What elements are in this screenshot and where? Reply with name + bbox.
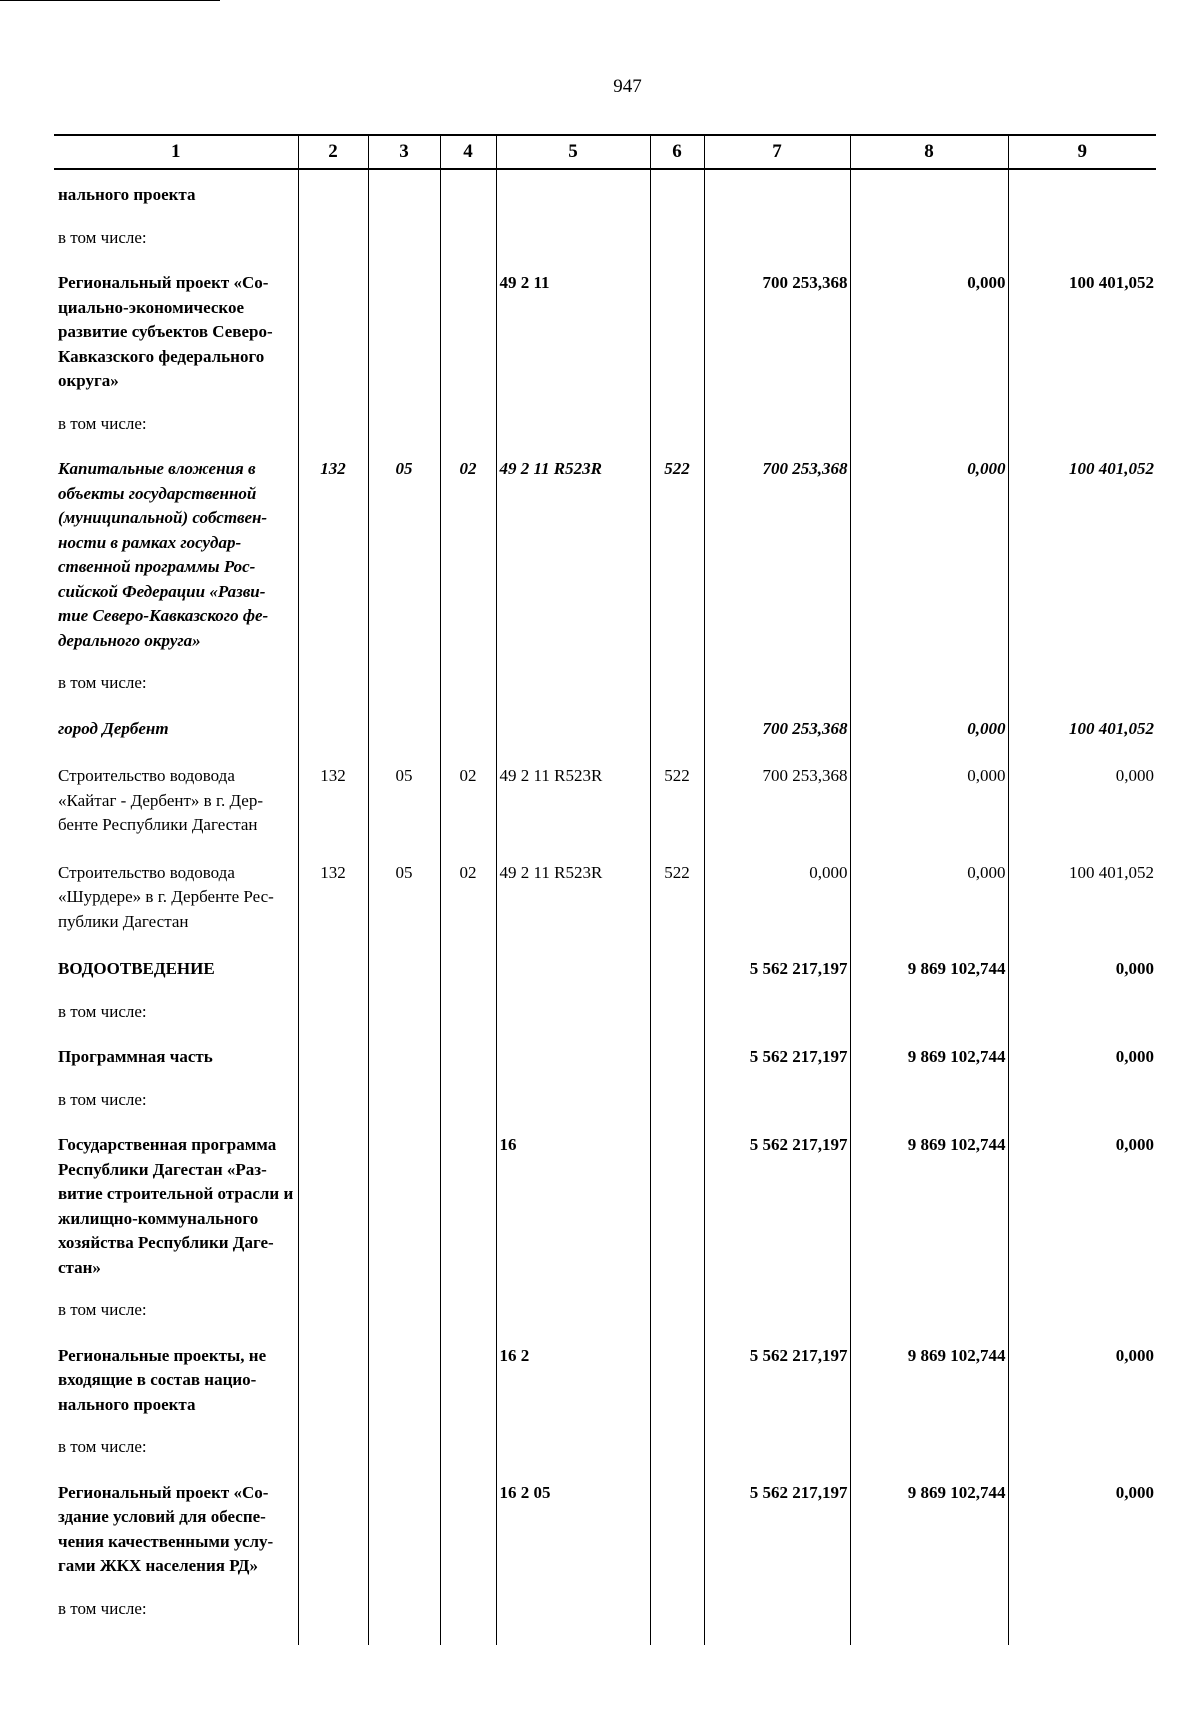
cell-col-8-amount: [850, 1589, 1008, 1645]
table-row: [54, 1468, 1156, 1589]
cell-col-2: [298, 404, 368, 445]
row-name-cell: в том числе:: [58, 1437, 147, 1456]
cell-col-5-target-code: [496, 1290, 650, 1331]
cell-col-9-amount: 0,000: [1008, 1468, 1156, 1589]
cell-col-8-amount: 0,000: [850, 751, 1008, 848]
cell-col-4: [440, 1080, 496, 1121]
cell-col-5-target-code: [496, 1032, 650, 1080]
row-name-cell: Строительство водовода «Шурдере» в г. Дербенте Рес-публики Дагестан: [58, 862, 274, 931]
cell-col-3: [368, 218, 440, 259]
cell-col-4: [440, 1468, 496, 1589]
cell-col-3: [368, 258, 440, 404]
cell-col-5-target-code: 49 2 11 R523R: [496, 444, 650, 663]
cell-col-3: [368, 944, 440, 992]
cell-col-8-amount: [850, 218, 1008, 259]
cell-col-4: [440, 944, 496, 992]
cell-col-8-amount: [850, 404, 1008, 445]
cell-col-6: [650, 944, 704, 992]
cell-col-7-amount: [704, 663, 850, 704]
cell-col-7-amount: [704, 1589, 850, 1645]
cell-col-2: [298, 663, 368, 704]
cell-col-5-target-code: 16 2: [496, 1331, 650, 1428]
cell-col-8-amount: 0,000: [850, 258, 1008, 404]
table-row: [54, 992, 1156, 1033]
budget-table: [54, 134, 1156, 1645]
table-row: [54, 848, 1156, 945]
cell-col-9-amount: [1008, 1427, 1156, 1468]
cell-col-6: [650, 169, 704, 218]
table-row: [54, 169, 1156, 218]
table-row: [54, 1120, 1156, 1290]
column-header: 7: [704, 135, 850, 169]
cell-col-7-amount: [704, 169, 850, 218]
cell-col-4: [440, 169, 496, 218]
cell-col-2: [298, 992, 368, 1033]
cell-col-3: 05: [368, 848, 440, 945]
column-header: 2: [298, 135, 368, 169]
cell-col-6: [650, 258, 704, 404]
cell-col-7-amount: 5 562 217,197: [704, 1468, 850, 1589]
cell-col-3: [368, 704, 440, 752]
cell-col-5-target-code: 49 2 11 R523R: [496, 848, 650, 945]
cell-col-6: [650, 1290, 704, 1331]
row-name-cell: Программная часть: [58, 1047, 213, 1066]
cell-col-4: [440, 258, 496, 404]
column-header: 8: [850, 135, 1008, 169]
cell-col-3: [368, 1120, 440, 1290]
cell-col-8-amount: 0,000: [850, 848, 1008, 945]
cell-col-7-amount: 5 562 217,197: [704, 1032, 850, 1080]
cell-col-4: [440, 1032, 496, 1080]
cell-col-2: 132: [298, 848, 368, 945]
cell-col-6: [650, 218, 704, 259]
cell-col-6: [650, 1427, 704, 1468]
row-name-cell: в том числе:: [58, 673, 147, 692]
cell-col-2: [298, 1589, 368, 1645]
table-row: [54, 258, 1156, 404]
table-row: [54, 404, 1156, 445]
cell-col-6: [650, 1468, 704, 1589]
cell-col-9-amount: [1008, 1290, 1156, 1331]
cell-col-9-amount: 100 401,052: [1008, 258, 1156, 404]
cell-col-2: [298, 1331, 368, 1428]
cell-col-5-target-code: 49 2 11 R523R: [496, 751, 650, 848]
cell-col-9-amount: 0,000: [1008, 1120, 1156, 1290]
cell-col-4: [440, 218, 496, 259]
cell-col-7-amount: 700 253,368: [704, 258, 850, 404]
cell-col-6: [650, 404, 704, 445]
cell-col-2: [298, 218, 368, 259]
row-name-cell: Региональный проект «Со-здание условий для обеспе-чения качественными услу-гами ЖКХ населения РД»: [58, 1482, 274, 1575]
cell-col-2: [298, 258, 368, 404]
cell-col-6: 522: [650, 444, 704, 663]
cell-col-6: [650, 1331, 704, 1428]
cell-col-8-amount: [850, 992, 1008, 1033]
cell-col-8-amount: 0,000: [850, 704, 1008, 752]
column-header: 1: [54, 135, 298, 169]
cell-col-9-amount: 100 401,052: [1008, 704, 1156, 752]
cell-col-6: [650, 1120, 704, 1290]
cell-col-7-amount: 700 253,368: [704, 704, 850, 752]
page-number: 947: [613, 76, 642, 97]
row-name-cell: в том числе:: [58, 1598, 147, 1618]
cell-col-4: 02: [440, 444, 496, 663]
cell-col-7-amount: [704, 1290, 850, 1331]
cell-col-5-target-code: [496, 218, 650, 259]
cell-col-4: 02: [440, 751, 496, 848]
cell-col-8-amount: 9 869 102,744: [850, 1468, 1008, 1589]
cell-col-4: [440, 1290, 496, 1331]
cell-col-2: [298, 1080, 368, 1121]
cell-col-7-amount: [704, 1080, 850, 1121]
cell-col-4: [440, 404, 496, 445]
cell-col-7-amount: [704, 992, 850, 1033]
cell-col-7-amount: 700 253,368: [704, 444, 850, 663]
cell-col-3: [368, 404, 440, 445]
cell-col-9-amount: 100 401,052: [1008, 444, 1156, 663]
cell-col-5-target-code: [496, 1427, 650, 1468]
cell-col-3: [368, 663, 440, 704]
row-name-cell: Региональные проекты, не входящие в состав нацио-нального проекта: [58, 1345, 267, 1414]
cell-col-9-amount: [1008, 404, 1156, 445]
table-row: [54, 1290, 1156, 1331]
row-name-cell: нального проекта: [58, 185, 196, 204]
cell-col-7-amount: 700 253,368: [704, 751, 850, 848]
cell-col-7-amount: 5 562 217,197: [704, 1331, 850, 1428]
cell-col-2: [298, 169, 368, 218]
cell-col-8-amount: 9 869 102,744: [850, 1032, 1008, 1080]
cell-col-7-amount: 5 562 217,197: [704, 944, 850, 992]
cell-col-3: [368, 1080, 440, 1121]
table-row: [54, 1427, 1156, 1468]
cell-col-2: [298, 1290, 368, 1331]
cell-col-6: 522: [650, 751, 704, 848]
cell-col-7-amount: 0,000: [704, 848, 850, 945]
cell-col-4: [440, 1427, 496, 1468]
cell-col-9-amount: 0,000: [1008, 944, 1156, 992]
cell-col-2: [298, 1468, 368, 1589]
cell-col-5-target-code: [496, 1080, 650, 1121]
cell-col-2: 132: [298, 751, 368, 848]
row-name-cell: Строительство водовода «Кайтаг - Дербент» в г. Дер-бенте Республики Дагестан: [58, 766, 264, 834]
cell-col-5-target-code: [496, 992, 650, 1033]
table-body: [54, 169, 1156, 1645]
cell-col-9-amount: [1008, 1589, 1156, 1645]
table-row: [54, 1080, 1156, 1121]
cell-col-6: [650, 663, 704, 704]
cell-col-2: [298, 944, 368, 992]
cell-col-9-amount: 0,000: [1008, 1032, 1156, 1080]
table-row: [54, 944, 1156, 992]
cell-col-6: [650, 1589, 704, 1645]
cell-col-2: [298, 1032, 368, 1080]
cell-col-6: 522: [650, 848, 704, 945]
row-name-cell: в том числе:: [58, 227, 147, 247]
table-row: [54, 704, 1156, 752]
cell-col-4: [440, 1331, 496, 1428]
table-row: [54, 663, 1156, 704]
cell-col-8-amount: 9 869 102,744: [850, 1331, 1008, 1428]
table-row: [54, 1331, 1156, 1428]
cell-col-9-amount: [1008, 1080, 1156, 1121]
column-header: 4: [440, 135, 496, 169]
cell-col-8-amount: 0,000: [850, 444, 1008, 663]
cell-col-8-amount: 9 869 102,744: [850, 944, 1008, 992]
column-header: 9: [1008, 135, 1156, 169]
cell-col-4: [440, 1120, 496, 1290]
cell-col-8-amount: [850, 1290, 1008, 1331]
cell-col-3: [368, 1290, 440, 1331]
column-header: 6: [650, 135, 704, 169]
cell-col-3: 05: [368, 444, 440, 663]
row-name-cell: Капитальные вложения в объекты государственной (муниципальной) собствен-ности в рамках государ-ственной программы Рос-сийской Федерации «Разви-тие Северо-Кавказского фе-дерального округа»: [58, 459, 269, 650]
cell-col-7-amount: [704, 404, 850, 445]
table-row: [54, 1032, 1156, 1080]
row-name-cell: в том числе:: [58, 1089, 147, 1109]
cell-col-5-target-code: [496, 704, 650, 752]
cell-col-4: [440, 1589, 496, 1645]
cell-col-5-target-code: [496, 663, 650, 704]
table-row: [54, 444, 1156, 663]
cell-col-7-amount: 5 562 217,197: [704, 1120, 850, 1290]
row-name-cell: в том числе:: [58, 1300, 147, 1319]
table-row: [54, 1589, 1156, 1645]
scan-edge-line: [0, 0, 220, 1]
cell-col-2: [298, 1427, 368, 1468]
cell-col-4: [440, 704, 496, 752]
table-row: [54, 751, 1156, 848]
cell-col-3: [368, 1032, 440, 1080]
row-name-cell: в том числе:: [58, 413, 147, 433]
cell-col-8-amount: [850, 663, 1008, 704]
cell-col-5-target-code: [496, 404, 650, 445]
header-row: [54, 135, 1156, 169]
cell-col-9-amount: 100 401,052: [1008, 848, 1156, 945]
column-header: 3: [368, 135, 440, 169]
cell-col-6: [650, 1080, 704, 1121]
cell-col-7-amount: [704, 218, 850, 259]
cell-col-8-amount: [850, 1427, 1008, 1468]
cell-col-8-amount: [850, 1080, 1008, 1121]
cell-col-9-amount: [1008, 992, 1156, 1033]
cell-col-9-amount: 0,000: [1008, 751, 1156, 848]
cell-col-9-amount: [1008, 218, 1156, 259]
cell-col-3: [368, 169, 440, 218]
cell-col-4: [440, 992, 496, 1033]
cell-col-9-amount: [1008, 169, 1156, 218]
cell-col-6: [650, 704, 704, 752]
cell-col-3: [368, 1589, 440, 1645]
cell-col-5-target-code: [496, 944, 650, 992]
cell-col-9-amount: [1008, 663, 1156, 704]
cell-col-3: [368, 992, 440, 1033]
cell-col-8-amount: [850, 169, 1008, 218]
table-header: [54, 135, 1156, 169]
cell-col-3: [368, 1427, 440, 1468]
cell-col-4: 02: [440, 848, 496, 945]
cell-col-6: [650, 992, 704, 1033]
cell-col-6: [650, 1032, 704, 1080]
cell-col-5-target-code: [496, 169, 650, 218]
row-name-cell: Региональный проект «Со-циально-экономическое развитие субъектов Северо-Кавказского федерального округа»: [58, 273, 273, 390]
cell-col-3: 05: [368, 751, 440, 848]
cell-col-2: [298, 704, 368, 752]
row-name-cell: ВОДООТВЕДЕНИЕ: [58, 959, 215, 978]
cell-col-2: 132: [298, 444, 368, 663]
cell-col-7-amount: [704, 1427, 850, 1468]
cell-col-5-target-code: 16 2 05: [496, 1468, 650, 1589]
row-name-cell: город Дербент: [58, 718, 169, 738]
column-header: 5: [496, 135, 650, 169]
cell-col-9-amount: 0,000: [1008, 1331, 1156, 1428]
cell-col-8-amount: 9 869 102,744: [850, 1120, 1008, 1290]
cell-col-2: [298, 1120, 368, 1290]
cell-col-5-target-code: 49 2 11: [496, 258, 650, 404]
row-name-cell: в том числе:: [58, 1001, 147, 1021]
cell-col-4: [440, 663, 496, 704]
cell-col-3: [368, 1468, 440, 1589]
cell-col-5-target-code: [496, 1589, 650, 1645]
cell-col-5-target-code: 16: [496, 1120, 650, 1290]
cell-col-3: [368, 1331, 440, 1428]
table-row: [54, 218, 1156, 259]
row-name-cell: Государственная программа Республики Дагестан «Раз-витие строительной отрасли и жилищно-коммунального хозяйства Республики Даге-стан»: [58, 1135, 294, 1277]
